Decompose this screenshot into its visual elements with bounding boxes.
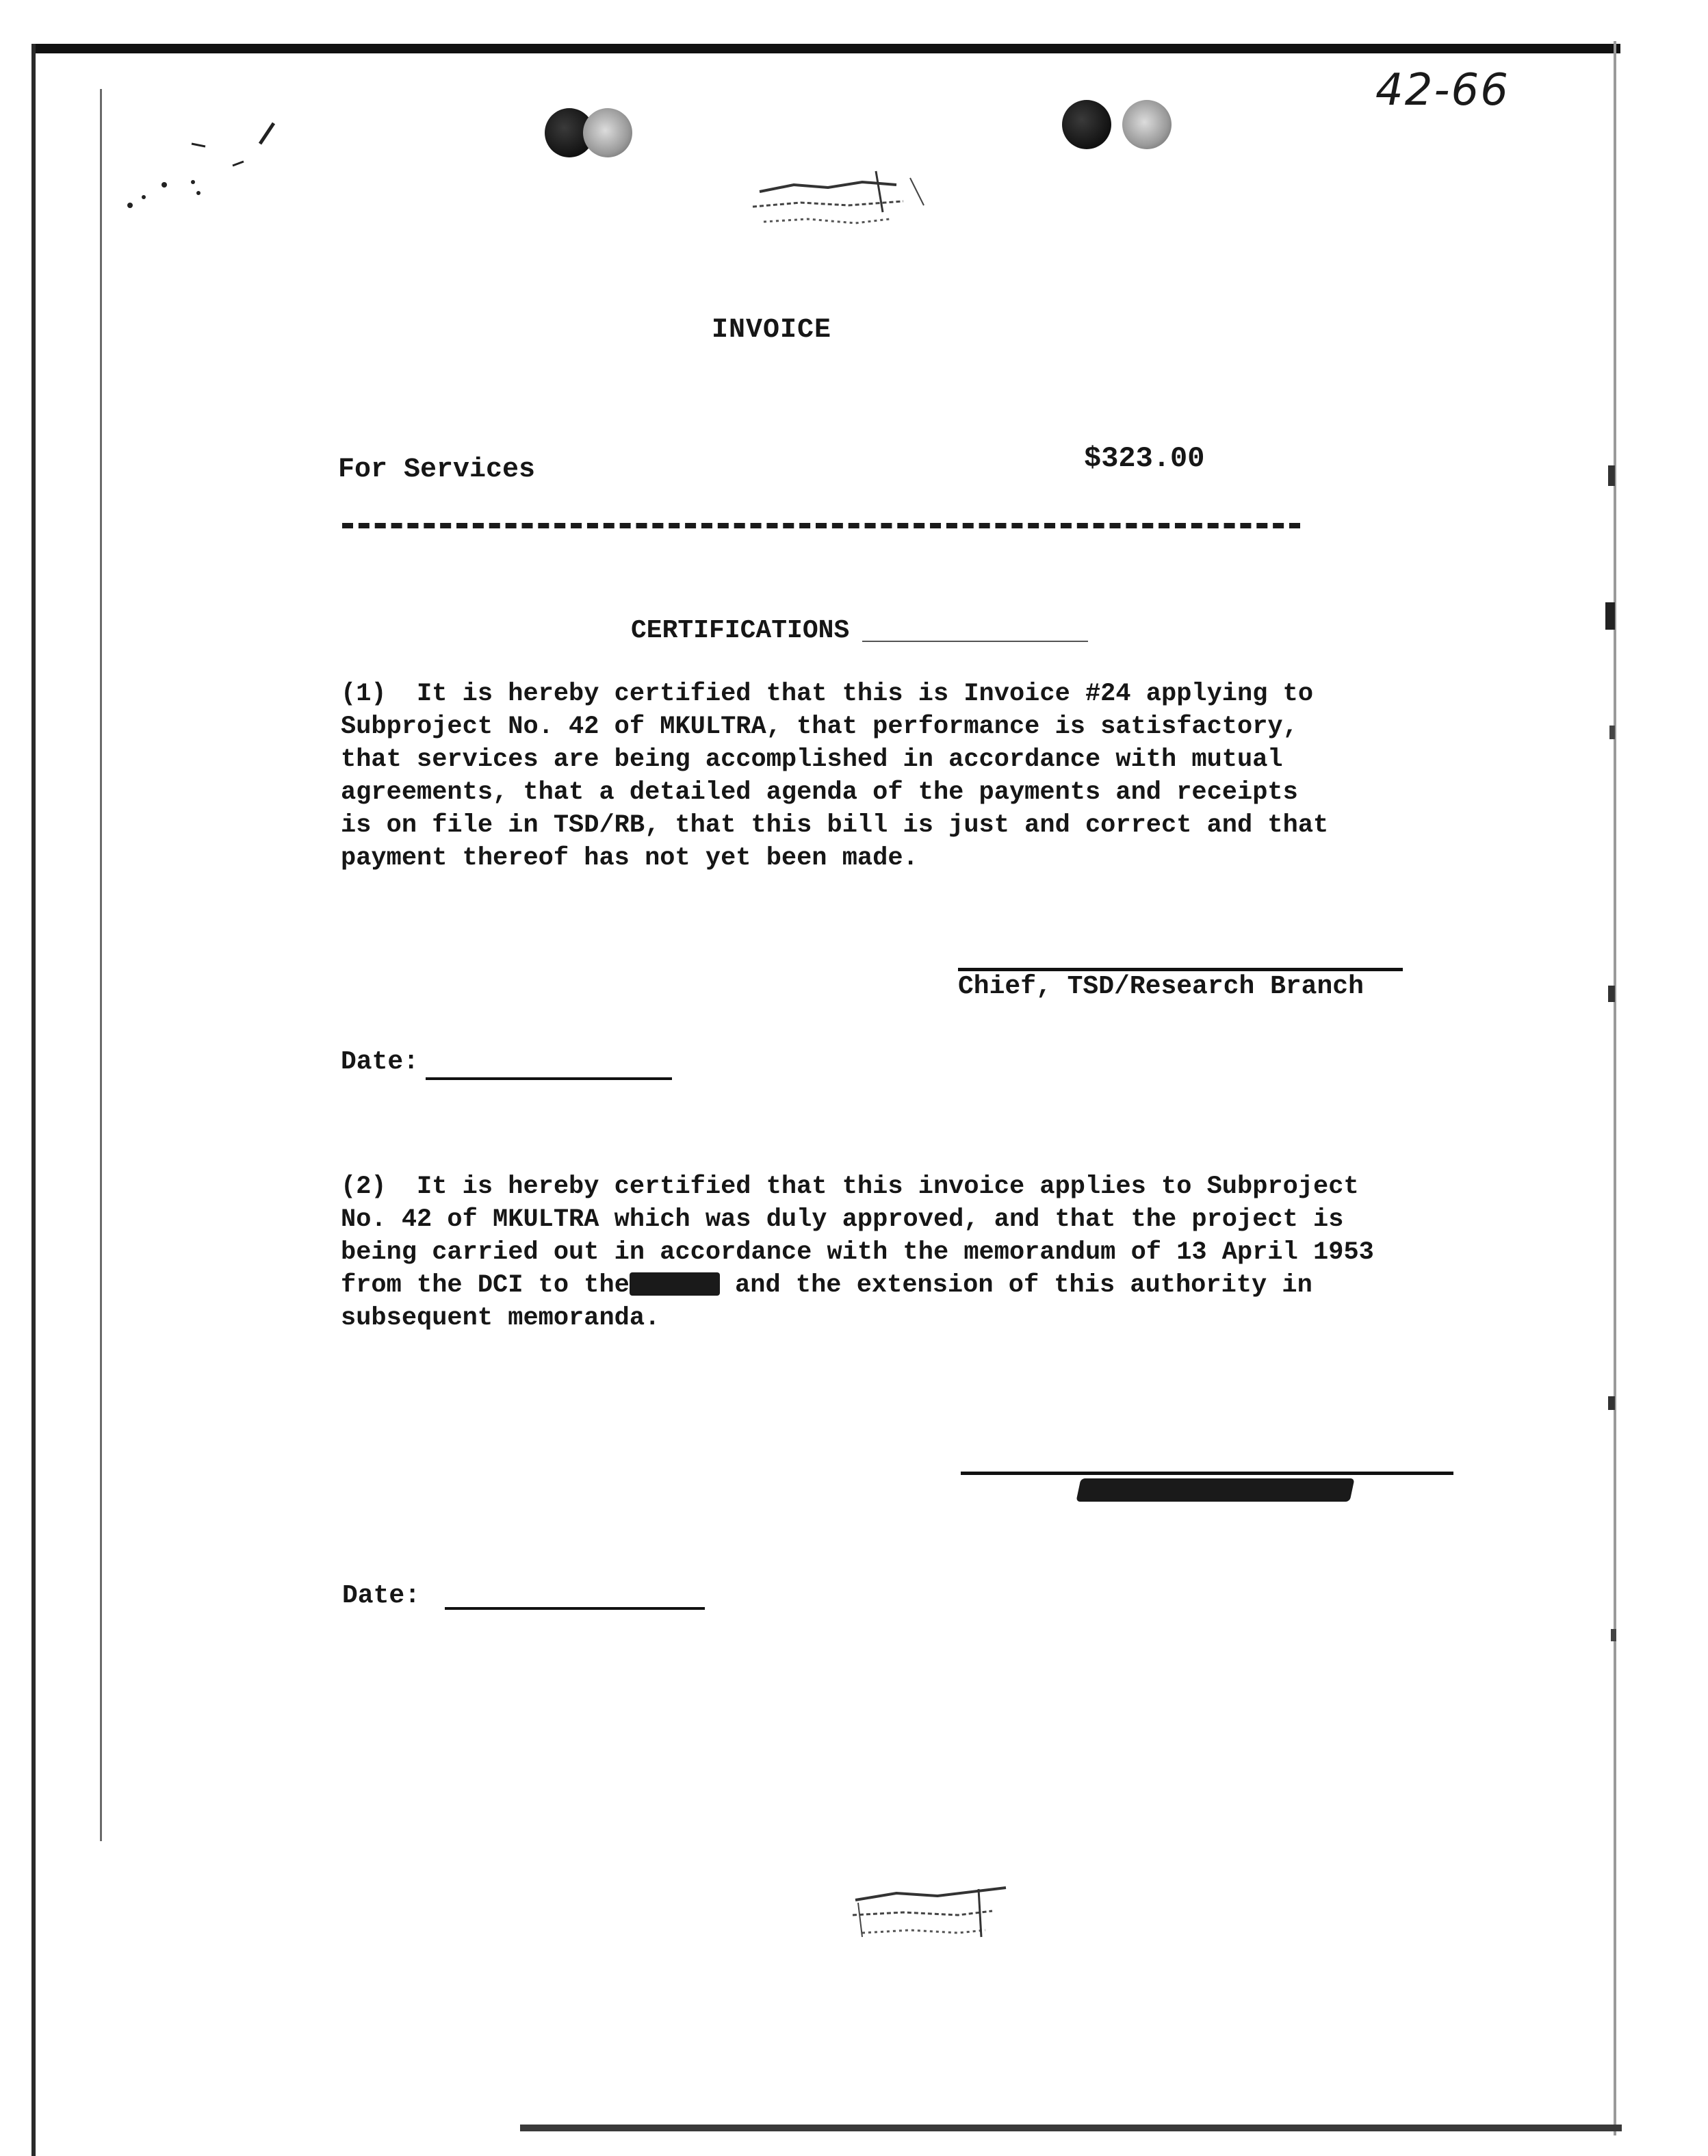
cert2-line: being carried out in accordance with the memorandum of 13 April 1953 xyxy=(341,1238,1374,1267)
dashed-separator xyxy=(342,523,1300,528)
scan-speckles xyxy=(116,116,294,226)
edge-marks xyxy=(1594,465,1622,1697)
date-line-2 xyxy=(445,1607,705,1610)
cert1-line: that services are being accomplished in accordance with mutual xyxy=(341,745,1283,774)
cert2-line: (2) It is hereby certified that this invoice applies to Subproject xyxy=(341,1172,1359,1201)
certification-1 xyxy=(341,678,1504,875)
signature-line-1 xyxy=(958,968,1403,971)
cert2-line xyxy=(341,1269,1504,1302)
cert2-line: No. 42 of MKULTRA which was duly approved, and that the project is xyxy=(341,1205,1344,1234)
classification-stamp-bottom xyxy=(842,1875,1020,1951)
services-label: For Services xyxy=(338,454,536,485)
redacted-signer-name xyxy=(1076,1478,1354,1502)
signer-title: Chief, TSD/Research Branch xyxy=(958,972,1364,1001)
date-label-1: Date: xyxy=(341,1047,419,1077)
punch-hole xyxy=(1062,100,1111,149)
punch-hole xyxy=(583,108,632,157)
heading-underline xyxy=(862,641,1088,642)
punch-hole xyxy=(1122,100,1172,149)
cert2-line: subsequent memoranda. xyxy=(341,1304,660,1333)
cert2-line-4-end: and the extension of this authority in xyxy=(719,1271,1312,1300)
page-margin-line xyxy=(100,89,102,1841)
certification-2 xyxy=(341,1170,1504,1335)
date-label-2: Date: xyxy=(342,1581,421,1610)
page-bottom-edge xyxy=(520,2125,1622,2131)
cert2-line-4-start: from the DCI to the xyxy=(341,1271,630,1300)
classification-stamp-top xyxy=(746,164,924,240)
cert1-line: (1) It is hereby certified that this is Invoice #24 applying to xyxy=(341,680,1314,708)
cert1-line: Subproject No. 42 of MKULTRA, that performance is satisfactory, xyxy=(341,713,1298,741)
cert1-line: is on file in TSD/RB, that this bill is just and correct and that xyxy=(341,811,1329,840)
signature-line-2 xyxy=(961,1472,1453,1475)
page-top-edge xyxy=(33,44,1620,53)
certifications-heading: CERTIFICATIONS xyxy=(631,616,850,645)
services-amount: $323.00 xyxy=(1084,442,1205,475)
date-line-1 xyxy=(426,1077,672,1080)
cert1-line: agreements, that a detailed agenda of the payments and receipts xyxy=(341,778,1298,807)
page-left-edge xyxy=(31,44,36,2156)
cert1-line: payment thereof has not yet been made. xyxy=(341,844,918,873)
document-title: INVOICE xyxy=(712,315,832,346)
handwritten-file-number: 42-66 xyxy=(1375,65,1510,116)
redaction-block xyxy=(630,1272,720,1296)
